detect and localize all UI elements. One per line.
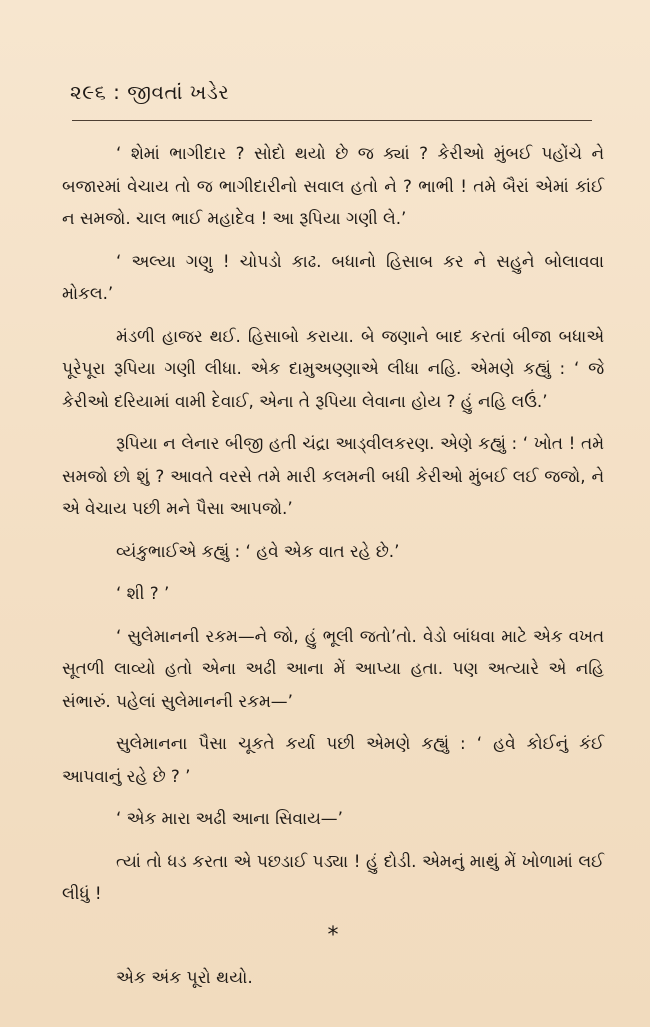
paragraph: સુલેમાનના પૈસા ચૂકતે કર્યા પછી એમણે કહ્યું : ‘ હવે કોઈનું કંઈ આપવાનું રહે છે ? ’ [62, 733, 604, 786]
paragraph: ‘ શેમાં ભાગીદાર ? સોદો થયો છે જ ક્યાં ? કેરીઓ મુંબઈ પહોંચે ને બજારમાં વેચાય તો જ ભાગીદારીનો સવાલ હતો ને ? ભાભી ! તમે બૈરાં એમાં કાંઈ ન સમજો. ચાલ ભાઈ મહાદેવ ! આ રૂપિયા ગણી લે.’ [62, 143, 604, 228]
header-rule [72, 120, 592, 121]
page-body [62, 137, 604, 994]
paragraph: ત્યાં તો ધડ કરતા એ પછડાઈ પડ્યા ! હું દોડી. એમનું માથું મેં ખોળામાં લઈ લીધું ! [62, 850, 604, 903]
paragraph: ‘ સુલેમાનની રકમ—ને જો, હું ભૂલી જતો’તો. વેડો બાંધવા માટે એક વખત સૂતળી લાવ્યો હતો એના અઢી આના મેં આપ્યા હતા. પણ અત્યારે એ નહિ સંભારું. પહેલાં સુલેમાનની રકમ—’ [62, 625, 604, 711]
header-separator: : [106, 80, 128, 104]
closing-line: એક અંક પૂરો થયો. [116, 967, 253, 988]
section-separator: * [327, 922, 339, 948]
paragraph: વ્યંકુભાઈએ કહ્યું : ‘ હવે એક વાત રહે છે.’ [116, 540, 400, 561]
paragraph: ‘ અલ્યા ગણુ ! ચોપડો કાઢ. બધાનો હિસાબ કર ને સહુને બોલાવવા મોકલ.’ [62, 250, 604, 303]
page-number: ૨૯૬ [70, 80, 107, 104]
running-header [62, 78, 604, 106]
paragraph: મંડળી હાજર થઈ. હિસાબો કરાયા. બે જણાને બાદ કરતાં બીજા બધાએ પૂરેપૂરા રૂપિયા ગણી લીધા. એક દામુઅણ્ણાએ લીધા નહિ. એમણે કહ્યું : ‘ જે કેરીઓ દરિયામાં વામી દેવાઈ, એના તે રૂપિયા લેવાના હોય ? હું નહિ લઉં.’ [62, 325, 604, 411]
paragraph: ‘ શી ? ’ [116, 583, 170, 603]
paragraph: રૂપિયા ન લેનાર બીજી હતી ચંદ્રા આડ્વીલકરણ. એણે કહ્યું : ‘ ખોત ! તમે સમજો છો શું ? આવતે વરસે તમે મારી કલમની બધી કેરીઓ મુંબઈ લઈ જજો, ને એ વેચાય પછી મને પૈસા આપજો.’ [62, 433, 604, 518]
paragraph: ‘ એક મારા અઢી આના સિવાય—’ [116, 808, 343, 828]
book-title: જીવતાં ખડેર [127, 80, 230, 104]
